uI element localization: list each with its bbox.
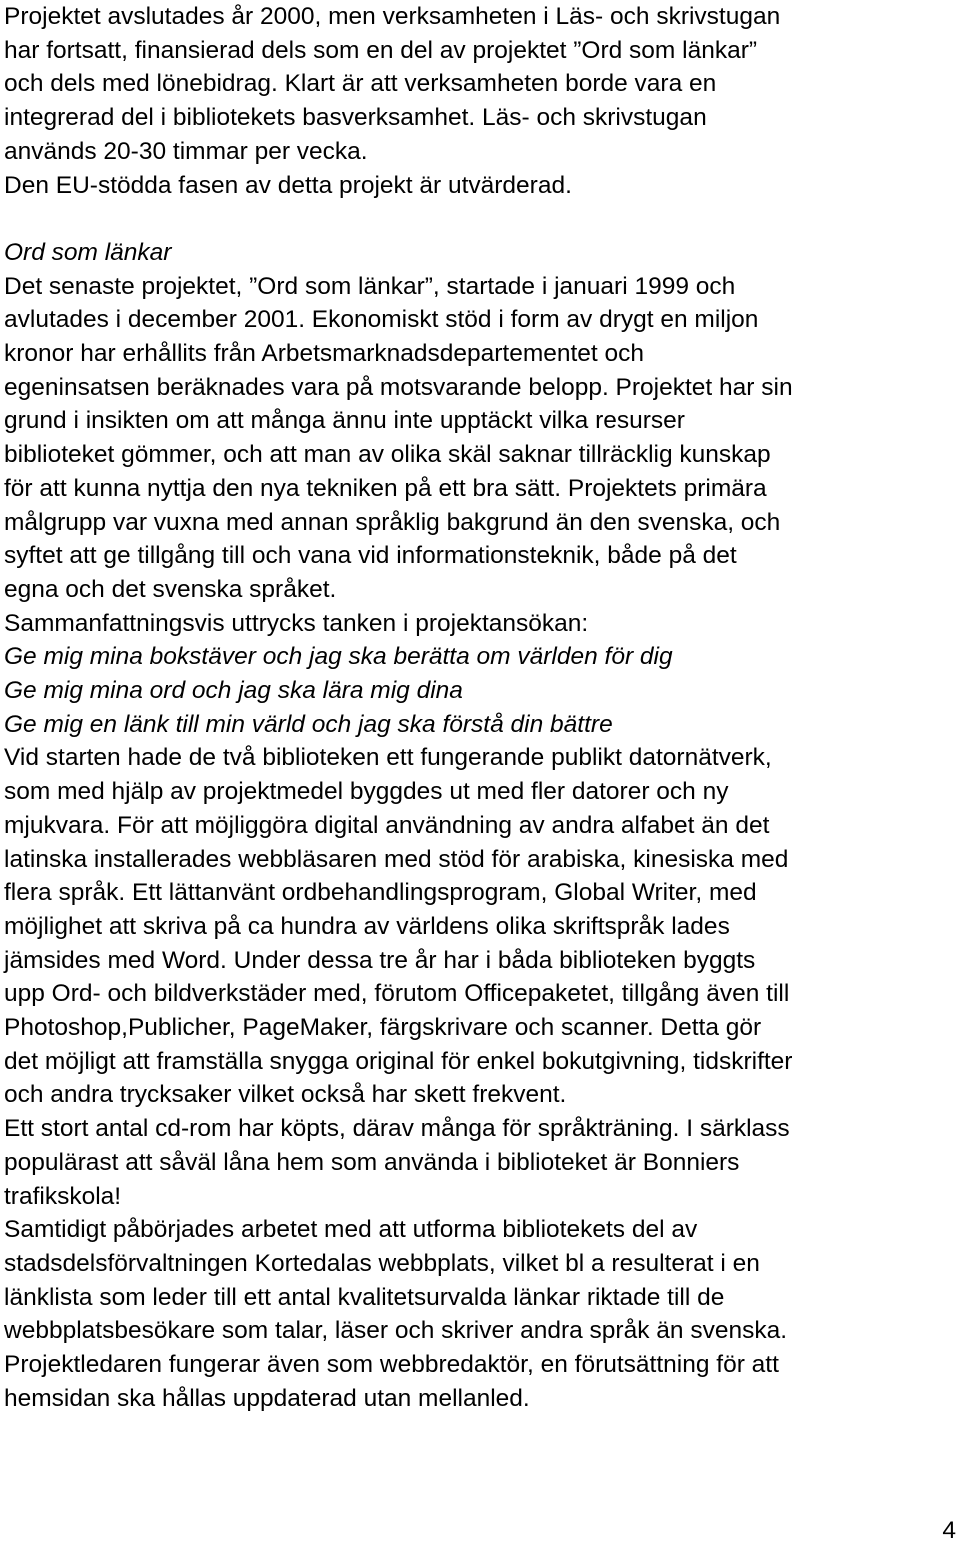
text-line: grund i insikten om att många ännu inte upptäckt vilka resurser — [4, 407, 685, 435]
text-line: hemsidan ska hållas uppdaterad utan mellanled. — [4, 1384, 530, 1412]
page-number: 4 — [942, 1517, 956, 1544]
text-line: kronor har erhållits från Arbetsmarknadsdepartementet och — [4, 340, 645, 368]
text-line: populärast att såväl låna hem som använda i biblioteket är Bonniers — [4, 1148, 740, 1176]
text-line: Sammanfattningsvis uttrycks tanken i projektansökan: — [4, 609, 589, 637]
text-line: Det senaste projektet, ”Ord som länkar”, startade i januari 1999 och — [4, 272, 736, 300]
text-line: avlutades i december 2001. Ekonomiskt stöd i form av drygt en miljon — [4, 306, 759, 334]
text-line: latinska installerades webbläsaren med stöd för arabiska, kinesiska med — [4, 845, 789, 873]
text-line: integrerad del i bibliotekets basverksamhet. Läs- och skrivstugan — [4, 104, 707, 132]
text-line: har fortsatt, finansierad dels som en del av projektet ”Ord som länkar” — [4, 36, 758, 64]
text-line: jämsides med Word. Under dessa tre år har i båda biblioteken byggts — [4, 946, 756, 974]
text-line: egna och det svenska språket. — [4, 575, 337, 603]
text-line: används 20-30 timmar per vecka. — [4, 137, 368, 165]
text-line: Projektet avslutades år 2000, men verksamheten i Läs- och skrivstugan — [4, 3, 781, 30]
text-line: Photoshop,Publicher, PageMaker, färgskrivare och scanner. Detta gör — [4, 1014, 762, 1042]
text-line: egeninsatsen beräknades vara på motsvarande belopp. Projektet har sin — [4, 373, 793, 401]
motto-line: Ge mig en länk till min värld och jag ska förstå din bättre — [4, 710, 613, 738]
text-line: Vid starten hade de två biblioteken ett fungerande publikt datornätverk, — [4, 744, 772, 772]
text-line: och dels med lönebidrag. Klart är att verksamheten borde vara en — [4, 70, 717, 98]
text-line: Projektledaren fungerar även som webbredaktör, en förutsättning för att — [4, 1351, 779, 1379]
motto-line: Ge mig mina bokstäver och jag ska berätta om världen för dig — [4, 643, 673, 671]
text-line: möjlighet att skriva på ca hundra av världens olika skriftspråk lades — [4, 912, 730, 940]
text-line: Samtidigt påbörjades arbetet med att utforma bibliotekets del av — [4, 1216, 698, 1244]
text-line: för att kunna nyttja den nya tekniken på ett bra sätt. Projektets primära — [4, 474, 767, 502]
text-line: webbplatsbesökare som talar, läser och skriver andra språk än svenska. — [4, 1317, 788, 1345]
text-line: trafikskola! — [4, 1182, 122, 1210]
section-heading: Ord som länkar — [4, 238, 172, 266]
document-page — [4, 0, 956, 1416]
text-line: Ett stort antal cd-rom har köpts, därav många för språkträning. I särklass — [4, 1115, 790, 1143]
text-line: Den EU-stödda fasen av detta projekt är utvärderad. — [4, 171, 572, 199]
text-line: flera språk. Ett lättanvänt ordbehandlingsprogram, Global Writer, med — [4, 879, 757, 907]
text-line: och andra trycksaker vilket också har skett frekvent. — [4, 1081, 567, 1109]
text-line: länklista som leder till ett antal kvalitetsurvalda länkar riktade till de — [4, 1283, 725, 1311]
intro-paragraph — [4, 0, 956, 202]
text-line: det möjligt att framställa snygga original för enkel bokutgivning, tidskrifter — [4, 1047, 793, 1075]
motto-line: Ge mig mina ord och jag ska lära mig dina — [4, 677, 463, 705]
text-line: syftet att ge tillgång till och vana vid informationsteknik, både på det — [4, 542, 737, 570]
paragraph-spacer — [4, 202, 956, 236]
text-line: målgrupp var vuxna med annan språklig bakgrund än den svenska, och — [4, 508, 781, 536]
text-line: stadsdelsförvaltningen Kortedalas webbplats, vilket bl a resulterat i en — [4, 1250, 760, 1277]
text-line: upp Ord- och bildverkstäder med, förutom Officepaketet, tillgång även till — [4, 980, 790, 1008]
text-line: mjukvara. För att möjliggöra digital användning av andra alfabet än det — [4, 811, 770, 839]
text-line: som med hjälp av projektmedel byggdes ut med fler datorer och ny — [4, 778, 729, 806]
text-line: biblioteket gömmer, och att man av olika skäl saknar tillräcklig kunskap — [4, 441, 771, 469]
section-ord-som-lankar — [4, 236, 956, 1416]
